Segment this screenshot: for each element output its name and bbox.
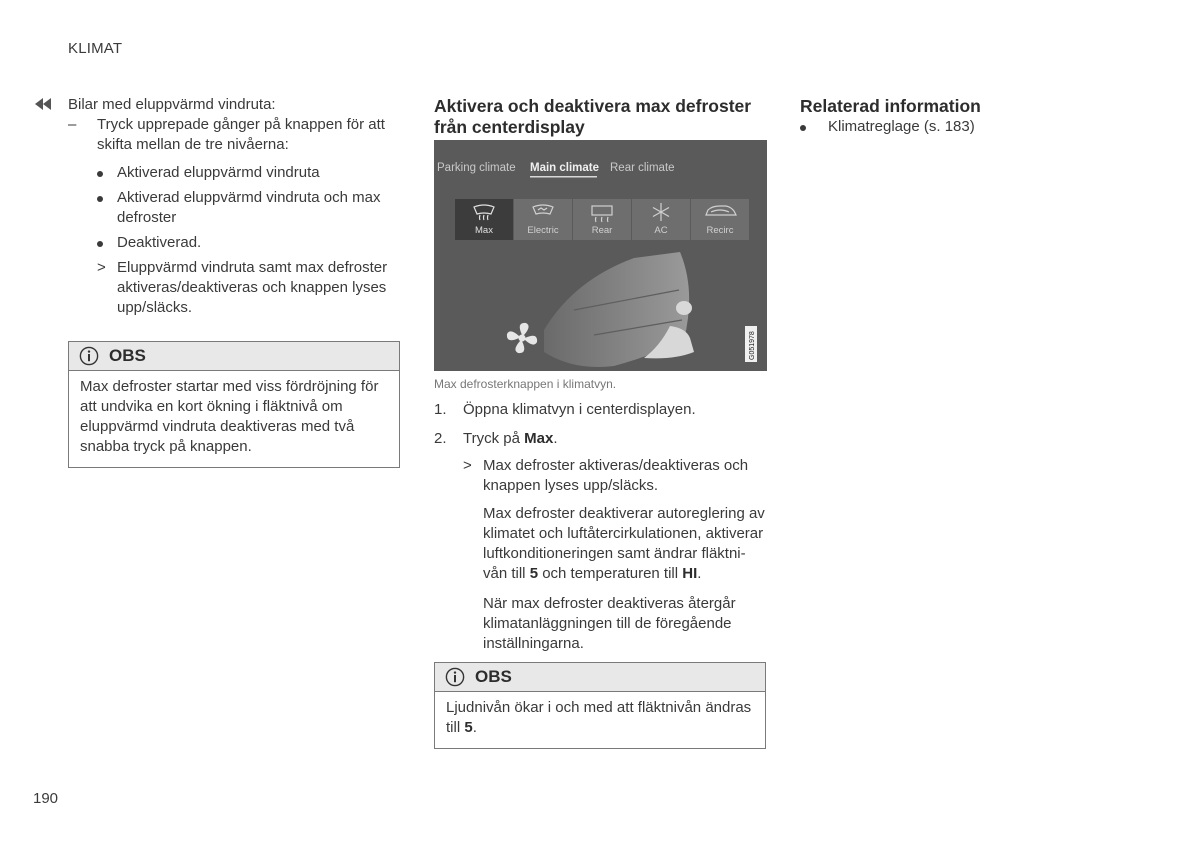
bullet-icon xyxy=(97,241,103,247)
svg-text:Electric: Electric xyxy=(527,225,559,236)
climate-button-recirc[interactable] xyxy=(691,199,749,240)
list-item: Aktiverad eluppvärmd vindruta xyxy=(97,163,400,183)
result-marker: > xyxy=(463,457,472,474)
intro-text: Bilar med eluppvärmd vindruta: xyxy=(68,96,276,113)
step-2 xyxy=(434,429,768,449)
paragraph: Max defroster deaktiverar autoreglering av klimatet och luftåtercirkulationen, aktiverar luftkonditioneringen samt ändrar fläktni-vån till 5 och temperaturen till HI. xyxy=(483,505,765,582)
result-item xyxy=(434,456,768,496)
list-item: Aktiverad eluppvärmd vindruta och max defroster xyxy=(97,188,400,228)
svg-text:Rear: Rear xyxy=(591,225,613,236)
related-info-heading: Relaterad information xyxy=(800,96,981,116)
climate-button-rear[interactable] xyxy=(573,199,631,240)
figure-caption: Max defrosterknappen i klimatvyn. xyxy=(434,377,617,391)
max-keyword: Max xyxy=(524,430,554,447)
column-2-steps xyxy=(434,400,768,664)
info-icon xyxy=(79,346,99,366)
active-tab-underline xyxy=(530,176,597,178)
tab-parking-climate[interactable]: Parking climate xyxy=(437,162,516,174)
section-title: KLIMAT xyxy=(68,40,123,57)
climate-button-max[interactable] xyxy=(455,199,513,240)
obs-text: Ljudnivån ökar i och med att fläktnivån ändras till 5. xyxy=(446,699,752,736)
svg-text:Max: Max xyxy=(475,225,493,236)
level-options-list xyxy=(68,163,400,318)
step-number: 2. xyxy=(434,430,447,447)
section-heading: Aktivera och deaktivera max defroster från centerdisplay xyxy=(434,96,752,137)
continuation-icon xyxy=(34,97,54,111)
related-link-item xyxy=(800,117,975,137)
bullet-icon xyxy=(800,125,806,131)
obs-label: OBS xyxy=(475,667,512,686)
info-icon xyxy=(445,667,465,687)
related-link[interactable]: Klimatreglage (s. 183) xyxy=(828,118,975,135)
svg-text:G051978: G051978 xyxy=(749,331,756,360)
dash-step-text: Tryck upprepade gånger på knappen för att skifta mellan de tre nivåerna: xyxy=(97,116,385,153)
obs-label: OBS xyxy=(109,346,146,365)
list-item: Deaktiverad. xyxy=(97,233,400,253)
tab-rear-climate[interactable]: Rear climate xyxy=(610,162,675,174)
column-1 xyxy=(68,95,400,323)
page-number: 190 xyxy=(33,790,59,807)
step-text: Öppna klimatvyn i centerdisplayen. xyxy=(463,401,696,418)
svg-text:Recirc: Recirc xyxy=(706,225,734,236)
image-code-label xyxy=(745,326,757,362)
result-text: Eluppvärmd vindruta samt max defroster aktiveras/deaktiveras och knappen lyses upp/släcks. xyxy=(117,259,388,316)
climate-button-electric[interactable] xyxy=(514,199,572,240)
result-item xyxy=(97,258,400,318)
dash-marker: – xyxy=(68,116,77,133)
climate-screen-figure xyxy=(434,140,767,371)
result-marker: > xyxy=(97,259,106,276)
climate-button-ac[interactable] xyxy=(632,199,690,240)
svg-text:AC: AC xyxy=(654,225,668,236)
climate-screen-illustration xyxy=(434,140,767,371)
obs-header xyxy=(69,342,399,371)
bullet-icon xyxy=(97,196,103,202)
paragraph: När max defroster deaktiveras återgår klimatanläggningen till de föregående inställningarna. xyxy=(483,595,736,652)
bullet-icon xyxy=(97,171,103,177)
result-text: Max defroster aktiveras/deaktiveras och knappen lyses upp/släcks. xyxy=(483,457,749,494)
obs-note-1 xyxy=(68,341,400,468)
dash-step xyxy=(68,115,400,155)
obs-text: Max defroster startar med viss fördröjning för att undvika en kort ökning i fläktnivå om eluppvärmd vindruta deaktiveras med två snabba tryck på knappen. xyxy=(80,378,379,455)
step-number: 1. xyxy=(434,401,447,418)
obs-note-2 xyxy=(434,662,766,749)
tab-main-climate[interactable]: Main climate xyxy=(530,162,600,174)
step-1 xyxy=(434,400,768,420)
obs-header xyxy=(435,663,765,692)
step-text: Tryck på Max. xyxy=(463,430,558,447)
